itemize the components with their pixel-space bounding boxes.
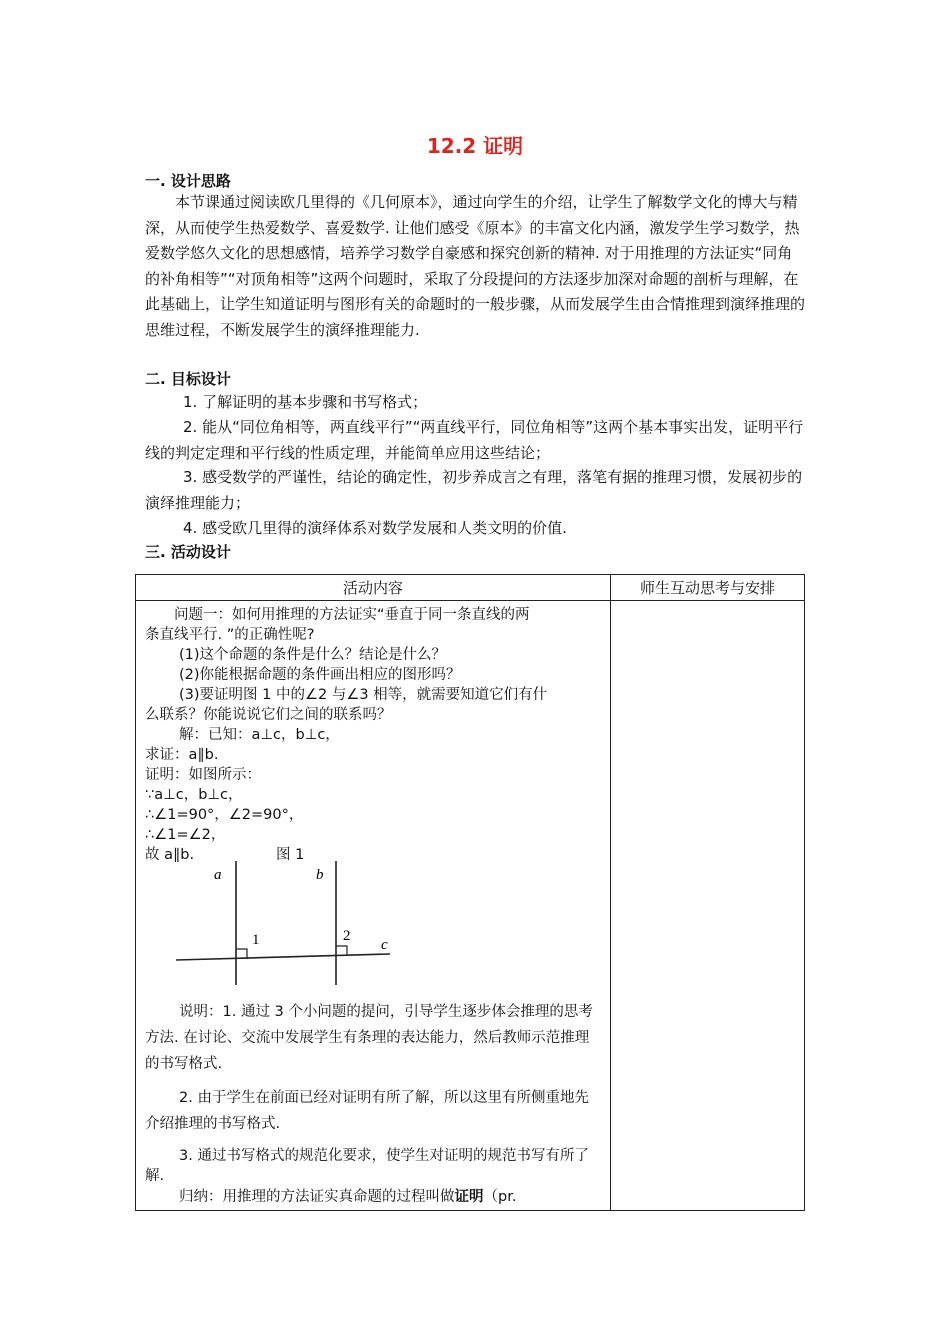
solution-line: 求证：a∥b.	[145, 747, 219, 763]
summary-prefix: 归纳：用推理的方法证实真命题的过程叫做	[179, 1189, 455, 1205]
note-2: 2. 由于学生在前面已经对证明有所了解，所以这里有所侧重地先介绍推理的书写格式.	[145, 1090, 589, 1132]
solution-line: 解：已知：a⊥c，b⊥c，	[179, 727, 340, 743]
solution-line: 证明：如图所示：	[145, 767, 261, 783]
activity-table	[135, 574, 805, 1211]
table-header-row	[136, 575, 805, 601]
note-3: 3. 通过书写格式的规范化要求，使学生对证明的规范书写有所了解.	[145, 1148, 589, 1184]
solution-line: ∵a⊥c，b⊥c，	[145, 787, 243, 803]
design-idea-paragraph: 本节课通过阅读欧几里得的《几何原本》，通过向学生的介绍，让学生了解数学文化的博大与精深，从而使学生热爱数学、喜爱数学. 让他们感受《原本》的丰富文化内涵，激发学生学习数学，热爱数学悠久文化的思想感情，培养学习数学自豪感和探究创新的精神. 对于用推理的方法证实“同角的补角相等”“对顶角相等”这两个问题时，采取了分段提问的方法逐步加深对命题的剖析与理解，在此基础上，让学生知道证明与图形有关的命题时的一般步骤，从而发展学生由合情推理到演绎推理的思维过程，不断发展学生的演绎推理能力.	[145, 193, 806, 339]
goal-item-3: 3. 感受数学的严谨性，结论的确定性，初步养成言之有理，落笔有据的推理习惯，发展初步的演绎推理能力；	[145, 468, 803, 512]
question-line: (2)你能根据命题的条件画出相应的图形吗？	[179, 667, 461, 683]
summary-term: 证明	[454, 1189, 484, 1205]
figure-caption: 图 1	[276, 847, 305, 863]
figure-1-perpendicular-lines	[166, 859, 396, 989]
section-heading-activity: 三. 活动设计	[145, 543, 231, 561]
header-activity-content: 活动内容	[136, 575, 611, 601]
note-1: 说明：1. 通过 3 个小问题的提问，引导学生逐步体会推理的思考方法. 在讨论、交流中发展学生有条理的表达能力，然后教师示范推理的书写格式.	[145, 1004, 593, 1072]
header-interaction: 师生互动思考与安排	[611, 575, 805, 601]
goal-item-2: 2. 能从“同位角相等，两直线平行”“两直线平行，同位角相等”这两个基本事实出发，证明平行线的判定定理和平行线的性质定理，并能简单应用这些结论；	[145, 418, 804, 462]
summary-suffix: （pr.	[483, 1189, 517, 1205]
question-line: 么联系？你能说说它们之间的联系吗？	[145, 707, 392, 723]
line-c	[176, 954, 390, 960]
question-line: (1)这个命题的条件是什么？结论是什么？	[179, 647, 447, 663]
section-heading-goals: 二. 目标设计	[145, 370, 231, 388]
solution-line: 故 a∥b.	[145, 847, 195, 863]
table-row	[136, 601, 805, 1211]
question-line: (3)要证明图 1 中的∠2 与∠3 相等，就需要知道它们有什	[179, 687, 548, 703]
question-line: 条直线平行. ”的正确性呢?	[145, 627, 315, 643]
solution-line: ∴∠1=∠2，	[145, 827, 226, 843]
goal-item-4: 4. 感受欧几里得的演绎体系对数学发展和人类文明的价值.	[183, 519, 567, 537]
label-b: b	[316, 867, 324, 883]
label-angle-2: 2	[343, 928, 351, 944]
page-title: 12.2 证明	[426, 134, 524, 158]
question-line: 问题一：如何用推理的方法证实“垂直于同一条直线的两	[174, 607, 530, 623]
activity-content-cell	[136, 601, 611, 1211]
summary-line	[179, 1187, 610, 1207]
solution-line: ∴∠1=90°，∠2=90°，	[145, 807, 304, 823]
section-heading-design-idea: 一. 设计思路	[145, 172, 231, 190]
goal-item-1: 1. 了解证明的基本步骤和书写格式；	[183, 393, 428, 411]
interaction-cell	[611, 601, 805, 1211]
label-a: a	[214, 867, 222, 883]
label-angle-1: 1	[252, 932, 260, 948]
label-c: c	[381, 937, 388, 953]
